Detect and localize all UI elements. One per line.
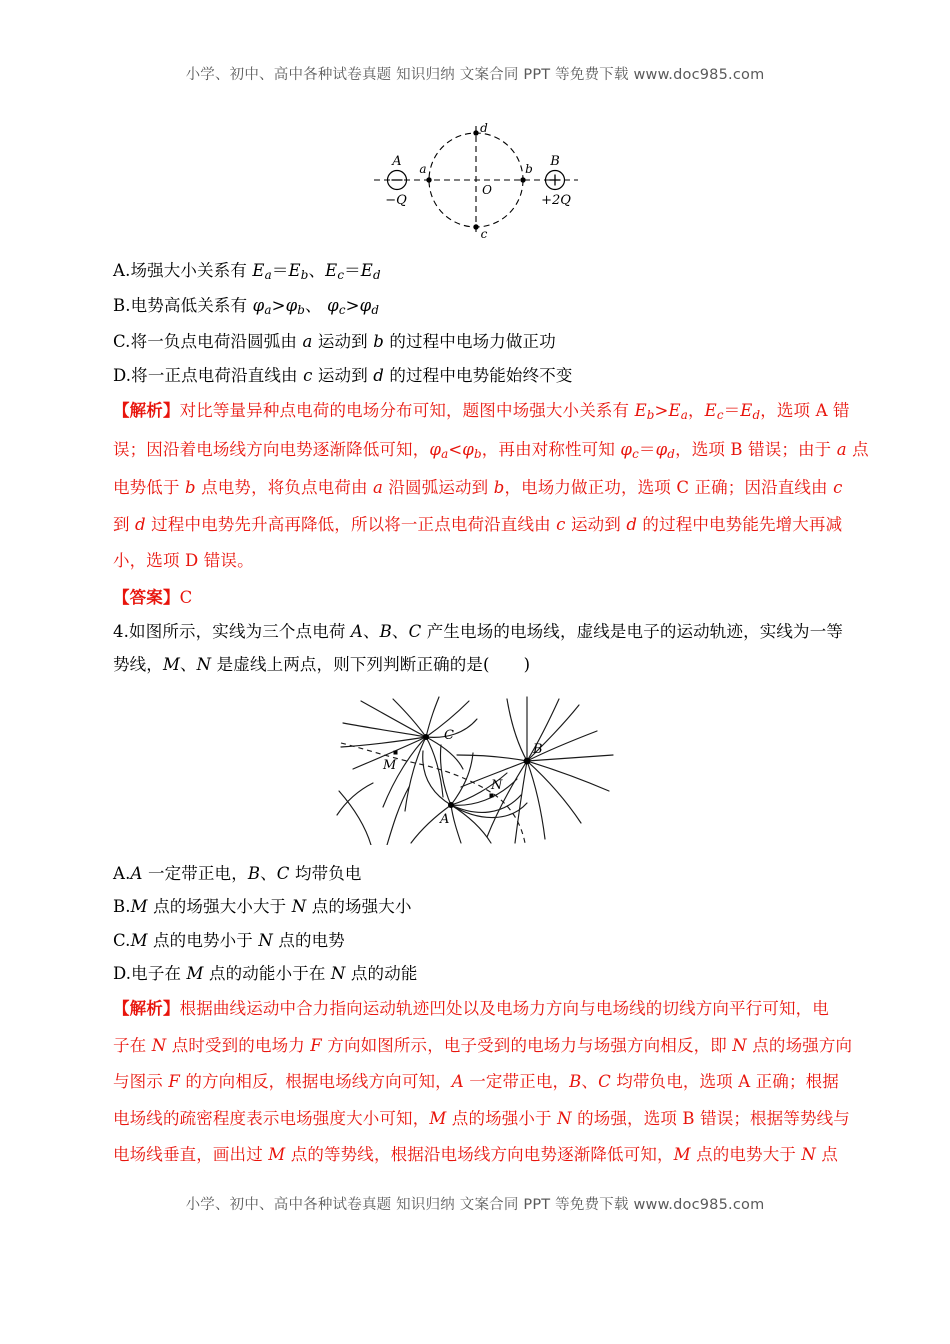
field-line-svg [331, 695, 621, 845]
q3-solution-line-5: 小，选项 D 错误。 [113, 551, 254, 571]
two-charge-circle-svg [356, 120, 596, 240]
figure1-point-c: c [480, 227, 488, 240]
q3-option-D: D.将一正点电荷沿直线由 c 运动到 d 的过程中电势能始终不变 [113, 365, 573, 385]
figure1-label-plus2Q: +2Q [541, 193, 571, 208]
figure1-point-d: d [480, 121, 488, 135]
figure-2 [113, 695, 839, 845]
figure2-node-C [423, 734, 429, 740]
figure-1-container [113, 118, 839, 254]
q3-solution-line-2: 误；因沿着电场线方向电势逐渐降低可知，$\varphi_a<\varphi_b$，再由对称性可知 $\varphi_c=\varphi_d$，选项 B 错误；由于 a 点 [113, 439, 869, 461]
q4-stem-line-1: 4.如图所示，实线为三个点电荷 A、B、C 产生电场的电场线，虚线是电子的运动轨迹，实线为一等 [113, 622, 843, 642]
q3-answer: 【答案】C [113, 587, 193, 607]
q3-solution-line-4: 到 d 过程中电势先升高再降低，所以将一正点电荷沿直线由 c 运动到 d 的过程中电势能先增大再减 [113, 514, 843, 534]
figure2-label-B: B [533, 742, 543, 758]
q4-solution-line-2: 子在 N 点时受到的电场力 F 方向如图所示，电子受到的电场力与场强方向相反，即 N 点的场强方向 [113, 1035, 853, 1055]
figure2-label-N: N [491, 778, 503, 794]
figure2-point-N [490, 794, 494, 798]
q4-solution-line-4: 电场线的疏密程度表示电场强度大小可知，M 点的场强小于 N 的场强，选项 B 错误；根据等势线与 [113, 1108, 850, 1128]
document-content [113, 118, 869, 1174]
figure1-point-O: O [482, 183, 492, 197]
figure2-label-C: C [444, 728, 454, 744]
q3-option-C: C.将一负点电荷沿圆弧由 a 运动到 b 的过程中电场力做正功 [113, 332, 556, 352]
q3-option-A: A.场强大小关系有 $E_a=E_b$、$E_c=E_d$ [113, 260, 381, 282]
q4-option-A: A.A 一定带正电，B、C 均带负电 [113, 863, 362, 883]
q4-option-B: B.M 点的场强大小大于 N 点的场强大小 [113, 897, 412, 917]
figure2-label-M: M [383, 758, 397, 774]
watermark-header: 小学、初中、高中各种试卷真题 知识归纳 文案合同 PPT 等免费下载 www.doc985.com [185, 67, 765, 83]
figure2-node-B [524, 758, 531, 765]
figure-2-container [113, 681, 839, 857]
watermark-footer: 小学、初中、高中各种试卷真题 知识归纳 文案合同 PPT 等免费下载 www.doc985.com [185, 1197, 765, 1213]
figure-1 [113, 120, 839, 240]
q4-option-D: D.电子在 M 点的动能小于在 N 点的动能 [113, 964, 418, 984]
figure1-label-A: A [392, 154, 402, 169]
q3-option-B: B.电势高低关系有 $\varphi_a>\varphi_b$、 $\varphi_c>\varphi_d$ [113, 296, 380, 318]
q4-option-C: C.M 点的电势小于 N 点的电势 [113, 930, 345, 950]
q3-solution-line-3: 电势低于 b 点电势，将负点电荷由 a 沿圆弧运动到 b，电场力做正功，选项 C 正确；因沿直线由 c [113, 478, 843, 498]
q4-solution-line-3: 与图示 F 的方向相反，根据电场线方向可知，A 一定带正电，B、C 均带负电，选项 A 正确；根据 [113, 1072, 839, 1092]
q3-solution-line-1: 【解析】对比等量异种点电荷的电场分布可知，题图中场强大小关系有 $E_b>E_a$，$E_c=E_d$，选项 A 错 [113, 400, 850, 422]
q4-solution-line-5: 电场线垂直，画出过 M 点的等势线，根据沿电场线方向电势逐渐降低可知，M 点的电势大于 N 点 [113, 1145, 839, 1165]
figure2-point-M [394, 751, 398, 755]
q4-stem-line-2: 势线，M、N 是虚线上两点，则下列判断正确的是( ) [113, 654, 531, 674]
figure2-label-A: A [440, 812, 450, 828]
figure1-label-minusQ: −Q [385, 193, 407, 208]
figure1-label-B: B [550, 154, 560, 169]
figure1-point-b: b [525, 162, 533, 176]
figure1-point-a: a [419, 162, 427, 176]
figure2-node-A [448, 802, 454, 808]
q4-solution-line-1: 【解析】根据曲线运动中合力指向运动轨迹凹处以及电场力方向与电场线的切线方向平行可知，电 [113, 999, 829, 1019]
